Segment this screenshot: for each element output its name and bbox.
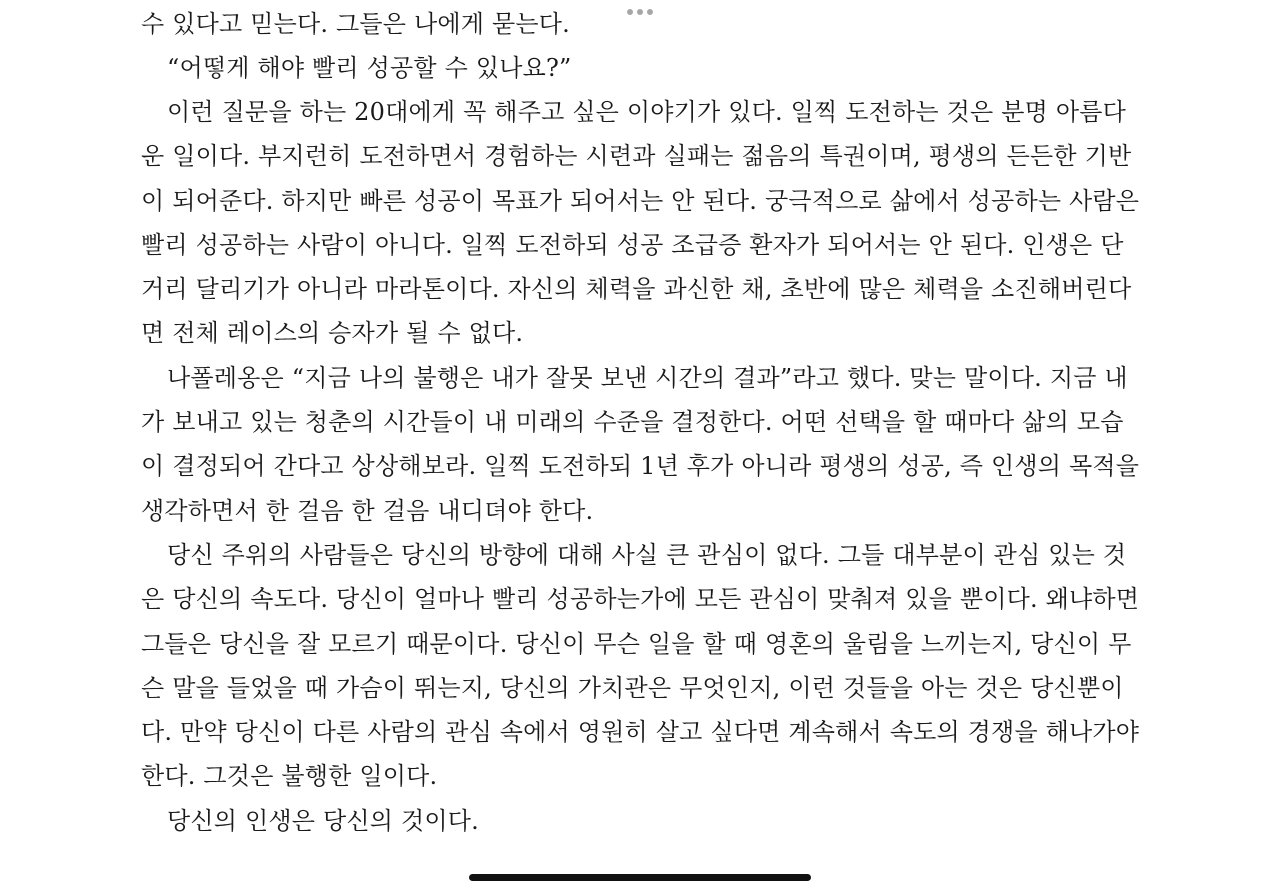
text-line: 빨리 성공하는 사람이 아니다. 일찍 도전하되 성공 조급증 환자가 되어서는 안 된다. 인생은 단 xyxy=(141,231,1124,259)
text-line: 당신 주위의 사람들은 당신의 방향에 대해 사실 큰 관심이 없다. 그들 대부분이 관심 있는 것 xyxy=(167,541,1127,569)
dot xyxy=(627,9,633,15)
text-line: 이 결정되어 간다고 상상해보라. 일찍 도전하되 1년 후가 아니라 평생의 성공, 즉 인생의 목적을 xyxy=(141,452,1140,480)
text-line: 가 보내고 있는 청춘의 시간들이 내 미래의 수준을 결정한다. 어떤 선택을 할 때마다 삶의 모습 xyxy=(141,408,1124,436)
text-line: 그들은 당신을 잘 모르기 때문이다. 당신이 무슨 일을 할 때 영혼의 울림을 느끼는지, 당신이 무 xyxy=(141,630,1132,658)
text-line: 이 되어준다. 하지만 빠른 성공이 목표가 되어서는 안 된다. 궁극적으로 삶에서 성공하는 사람은 xyxy=(141,187,1140,215)
text-line: 다. 만약 당신이 다른 사람의 관심 속에서 영원히 살고 싶다면 계속해서 속도의 경쟁을 해나가야 xyxy=(141,718,1140,746)
text-line: 슨 말을 들었을 때 가슴이 뛰는지, 당신의 가치관은 무엇인지, 이런 것들을 아는 것은 당신뿐이 xyxy=(141,674,1124,702)
ellipsis-icon[interactable] xyxy=(627,4,653,20)
text-line: 수 있다고 믿는다. 그들은 나에게 묻는다. xyxy=(141,10,570,38)
home-indicator[interactable] xyxy=(469,874,811,881)
text-line: “어떻게 해야 빨리 성공할 수 있나요?” xyxy=(167,54,572,82)
text-line: 면 전체 레이스의 승자가 될 수 없다. xyxy=(141,319,524,347)
dot xyxy=(647,9,653,15)
text-line: 한다. 그것은 불행한 일이다. xyxy=(141,762,438,790)
text-line: 생각하면서 한 걸음 한 걸음 내디뎌야 한다. xyxy=(141,497,594,525)
text-line: 운 일이다. 부지런히 도전하면서 경험하는 시련과 실패는 젊음의 특권이며, 평생의 든든한 기반 xyxy=(141,142,1132,170)
text-line: 당신의 인생은 당신의 것이다. xyxy=(167,807,479,835)
text-line: 은 당신의 속도다. 당신이 얼마나 빨리 성공하는가에 모든 관심이 맞춰져 있을 뿐이다. 왜냐하면 xyxy=(141,585,1140,613)
text-line: 나폴레옹은 “지금 나의 불행은 내가 잘못 보낸 시간의 결과”라고 했다. 맞는 말이다. 지금 내 xyxy=(167,364,1128,392)
dot xyxy=(637,9,643,15)
text-line: 거리 달리기가 아니라 마라톤이다. 자신의 체력을 과신한 채, 초반에 많은 체력을 소진해버린다 xyxy=(141,275,1132,303)
text-line: 이런 질문을 하는 20대에게 꼭 해주고 싶은 이야기가 있다. 일찍 도전하는 것은 분명 아름다 xyxy=(167,98,1126,126)
